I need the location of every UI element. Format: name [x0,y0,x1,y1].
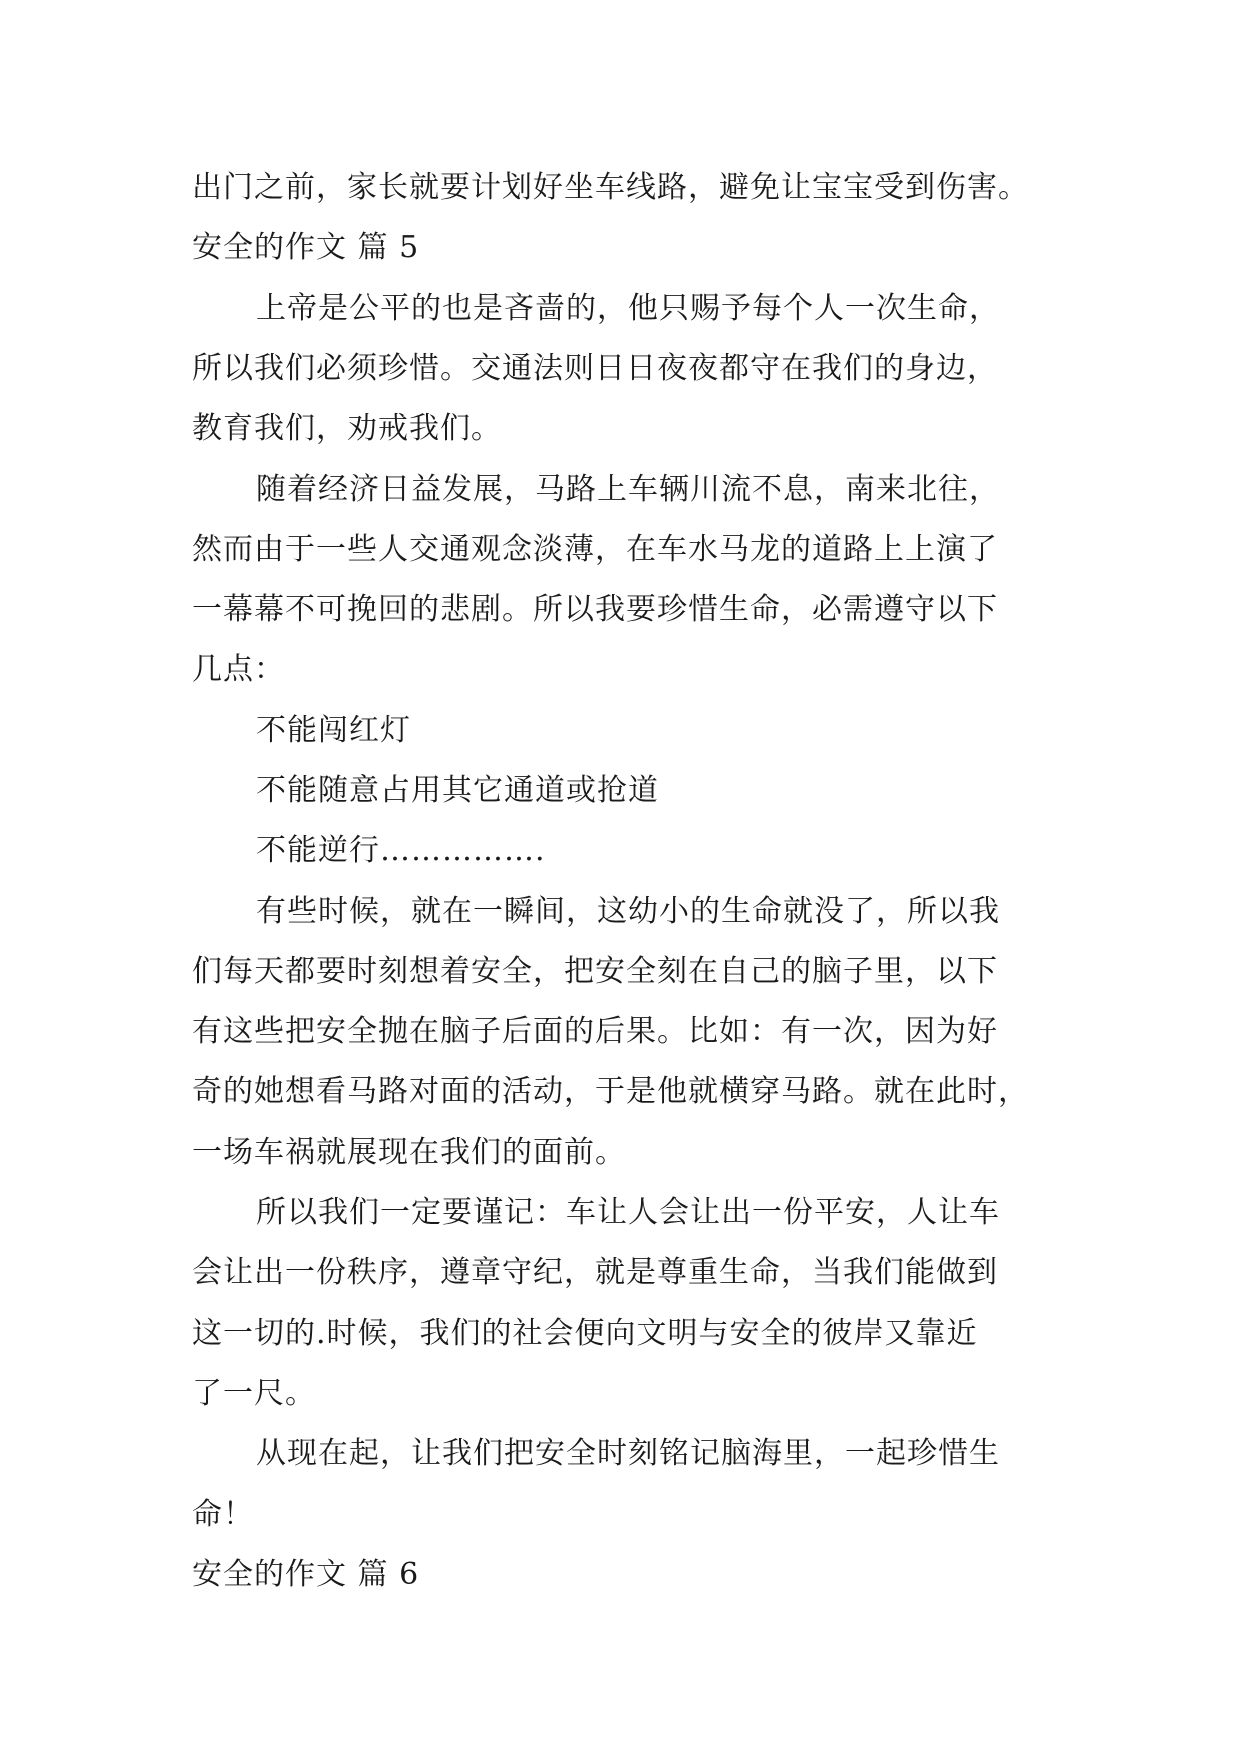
paragraph-first-line: 随着经济日益发展，马路上车辆川流不息，南来北往， [256,472,1000,507]
paragraph-first-line: 所以我们一定要谨记：车让人会让出一份平安，人让车 [256,1195,1000,1230]
paragraph-first-line: 上帝是公平的也是吝啬的，他只赐予每个人一次生命， [256,291,1000,326]
text-line: 一场车祸就展现在我们的面前。 [192,1135,626,1170]
text-line: 然而由于一些人交通观念淡薄，在车水马龙的道路上上演了 [192,532,998,567]
section-heading: 安全的作文 篇 6 [192,1557,420,1592]
text-line: 出门之前，家长就要计划好坐车线路，避免让宝宝受到伤害。 [192,170,1029,205]
text-line: 了一尺。 [192,1376,316,1411]
list-item: 不能逆行……………. [256,833,546,868]
text-line: 命！ [192,1497,254,1532]
text-line: 一幕幕不可挽回的悲剧。所以我要珍惜生命，必需遵守以下 [192,592,998,627]
section-heading: 安全的作文 篇 5 [192,230,420,265]
paragraph-first-line: 有些时候，就在一瞬间，这幼小的生命就没了，所以我 [256,894,1000,929]
list-item: 不能闯红灯 [256,713,411,748]
text-line: 奇的她想看马路对面的活动，于是他就横穿马路。就在此时， [192,1074,1029,1109]
paragraph-first-line: 从现在起，让我们把安全时刻铭记脑海里，一起珍惜生 [256,1436,1000,1471]
text-line: 们每天都要时刻想着安全，把安全刻在自己的脑子里，以下 [192,954,998,989]
text-line: 这一切的.时候，我们的社会便向文明与安全的彼岸又靠近 [192,1316,978,1351]
list-item: 不能随意占用其它通道或抢道 [256,773,659,808]
text-line: 教育我们，劝戒我们。 [192,411,502,446]
text-line: 几点： [192,652,285,687]
text-line: 所以我们必须珍惜。交通法则日日夜夜都守在我们的身边， [192,351,998,386]
text-line: 会让出一份秩序，遵章守纪，就是尊重生命，当我们能做到 [192,1255,998,1290]
text-line: 有这些把安全抛在脑子后面的后果。比如：有一次，因为好 [192,1014,998,1049]
